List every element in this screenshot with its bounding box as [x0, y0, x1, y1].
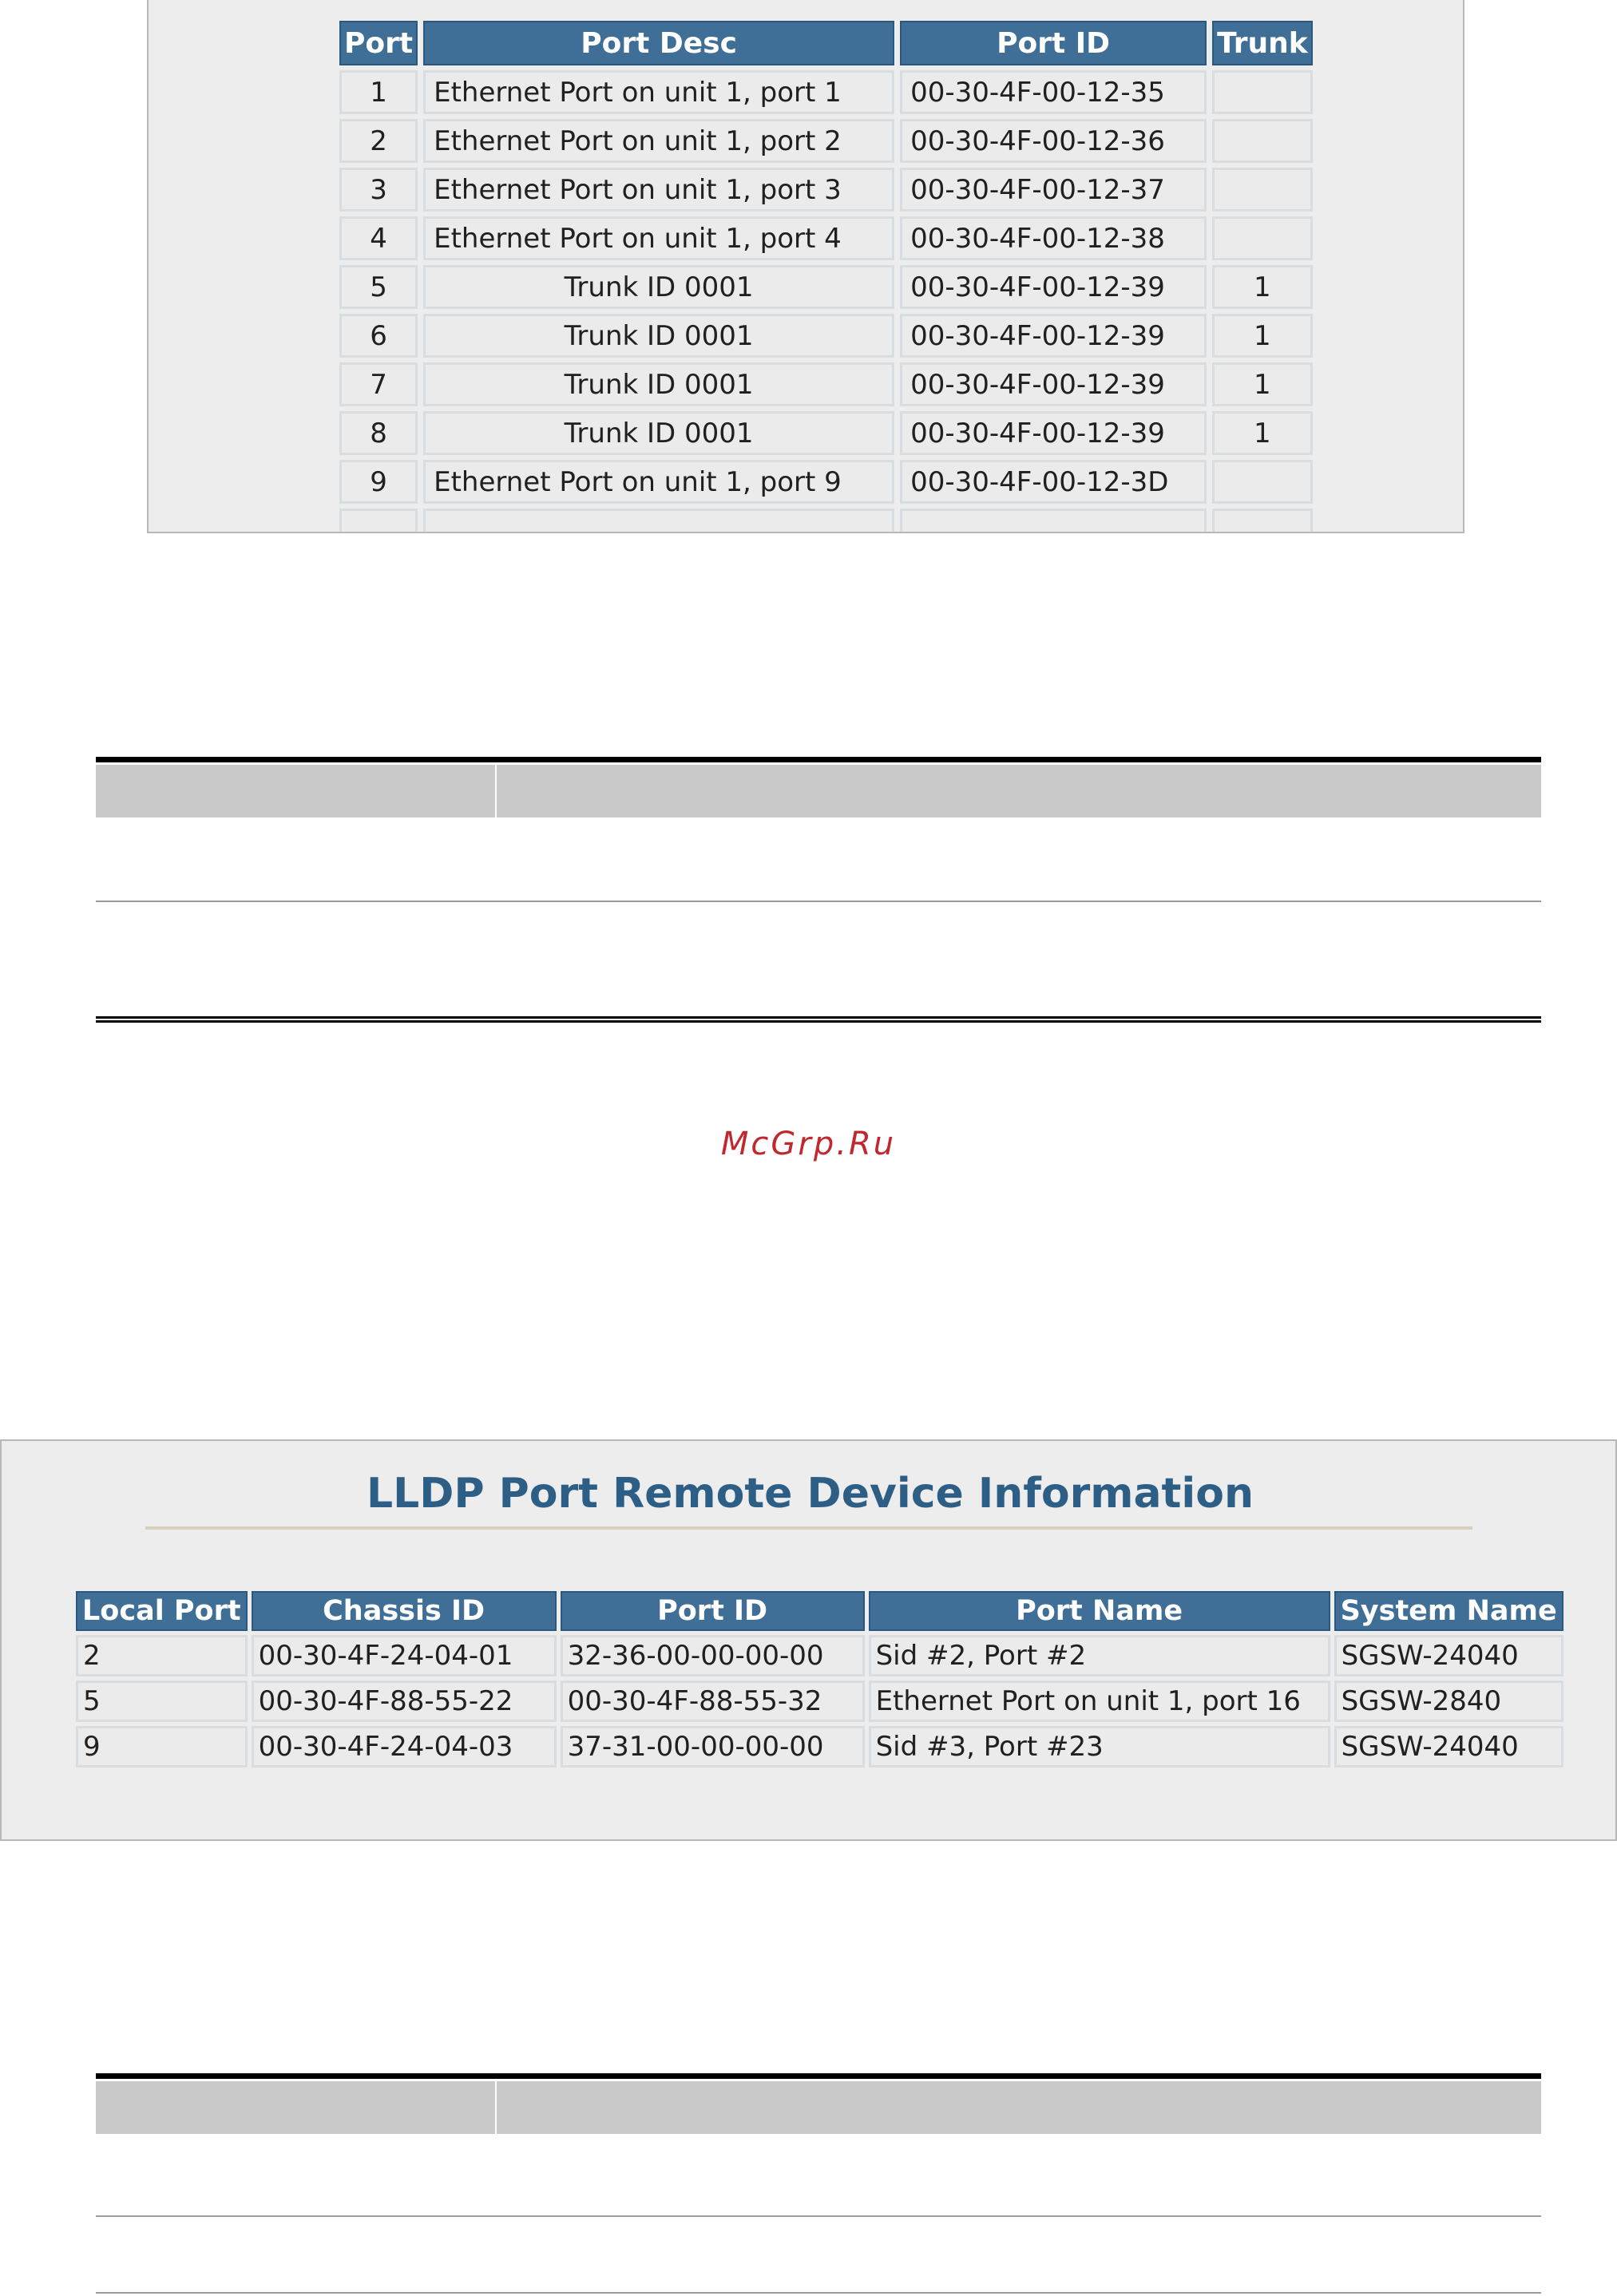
port-id-cell: 37-31-00-00-00-00 — [561, 1726, 865, 1768]
trunk-cell — [1212, 70, 1313, 114]
port-id-cell: 00-30-4F-00-12-37 — [900, 168, 1207, 212]
port-cell — [339, 509, 418, 533]
port-desc-cell — [423, 509, 894, 533]
port-name-cell: Ethernet Port on unit 1, port 16 — [869, 1680, 1330, 1722]
lldp-remote-table — [72, 1587, 1567, 1771]
table-row — [96, 2217, 1541, 2294]
port-cell: 9 — [339, 460, 418, 504]
local-port-cell: 5 — [76, 1680, 248, 1722]
table-header-row — [96, 2081, 1541, 2134]
system-name-cell: SGSW-24040 — [1334, 1635, 1563, 1676]
system-name-cell: SGSW-2840 — [1334, 1680, 1563, 1722]
port-desc-cell: Trunk ID 0001 — [423, 265, 894, 309]
header-port-id: Port ID — [900, 21, 1207, 65]
port-table — [334, 16, 1318, 533]
port-cell: 6 — [339, 314, 418, 358]
table-row-cut-off — [339, 509, 1313, 533]
trunk-cell — [1212, 509, 1313, 533]
port-id-cell: 00-30-4F-00-12-39 — [900, 314, 1207, 358]
port-desc-cell: Trunk ID 0001 — [423, 314, 894, 358]
port-cell: 3 — [339, 168, 418, 212]
page-title: LLDP Port Remote Device Information — [367, 1470, 1254, 1518]
port-id-cell: 00-30-4F-00-12-39 — [900, 411, 1207, 455]
port-cell: 1 — [339, 70, 418, 114]
header-port-desc: Port Desc — [423, 21, 894, 65]
header-trunk: Trunk — [1212, 21, 1313, 65]
trunk-cell: 1 — [1212, 265, 1313, 309]
port-id-cell: 00-30-4F-00-12-36 — [900, 119, 1207, 163]
trunk-cell — [1212, 460, 1313, 504]
table-row — [339, 216, 1313, 260]
table-row — [339, 460, 1313, 504]
table-row — [339, 314, 1313, 358]
port-id-cell: 00-30-4F-00-12-35 — [900, 70, 1207, 114]
table-row — [76, 1680, 1563, 1722]
chassis-id-cell: 00-30-4F-24-04-03 — [252, 1726, 557, 1768]
table-top-rule — [96, 2073, 1541, 2079]
local-port-cell: 9 — [76, 1726, 248, 1768]
port-cell: 4 — [339, 216, 418, 260]
table-row — [339, 168, 1313, 212]
port-desc-cell: Ethernet Port on unit 1, port 1 — [423, 70, 894, 114]
header-port-name: Port Name — [869, 1591, 1330, 1631]
port-id-cell: 00-30-4F-00-12-39 — [900, 265, 1207, 309]
reference-table-2 — [96, 2073, 1541, 2294]
table-row — [76, 1726, 1563, 1768]
reference-table-1 — [96, 757, 1541, 1023]
table-row — [96, 817, 1541, 902]
port-id-cell: 32-36-00-00-00-00 — [561, 1635, 865, 1676]
trunk-cell: 1 — [1212, 314, 1313, 358]
table-row — [339, 411, 1313, 455]
header-cell — [96, 765, 497, 817]
title-divider — [145, 1526, 1472, 1530]
header-local-port: Local Port — [76, 1591, 248, 1631]
port-desc-cell: Trunk ID 0001 — [423, 362, 894, 406]
port-id-cell: 00-30-4F-00-12-39 — [900, 362, 1207, 406]
trunk-cell — [1212, 168, 1313, 212]
table-row — [339, 70, 1313, 114]
header-cell — [497, 2081, 1541, 2134]
table-row — [339, 362, 1313, 406]
header-system-name: System Name — [1334, 1591, 1563, 1631]
port-desc-cell: Ethernet Port on unit 1, port 3 — [423, 168, 894, 212]
header-cell — [96, 2081, 497, 2134]
port-name-cell: Sid #2, Port #2 — [869, 1635, 1330, 1676]
port-id-cell: 00-30-4F-00-12-38 — [900, 216, 1207, 260]
trunk-cell — [1212, 119, 1313, 163]
port-info-screenshot — [147, 0, 1464, 533]
port-desc-cell: Ethernet Port on unit 1, port 9 — [423, 460, 894, 504]
port-id-cell: 00-30-4F-00-12-3D — [900, 460, 1207, 504]
header-port-id: Port ID — [561, 1591, 865, 1631]
trunk-cell — [1212, 216, 1313, 260]
port-cell: 7 — [339, 362, 418, 406]
port-table-header-row — [339, 21, 1313, 65]
port-desc-cell: Trunk ID 0001 — [423, 411, 894, 455]
chassis-id-cell: 00-30-4F-24-04-01 — [252, 1635, 557, 1676]
table-row — [96, 902, 1541, 1016]
trunk-cell: 1 — [1212, 362, 1313, 406]
port-id-cell: 00-30-4F-88-55-32 — [561, 1680, 865, 1722]
port-id-cell — [900, 509, 1207, 533]
system-name-cell: SGSW-24040 — [1334, 1726, 1563, 1768]
table-row — [339, 119, 1313, 163]
table-header-row — [96, 765, 1541, 817]
table-bottom-rule — [96, 1020, 1541, 1023]
header-cell — [497, 765, 1541, 817]
table-row — [96, 2134, 1541, 2217]
header-chassis-id: Chassis ID — [252, 1591, 557, 1631]
port-desc-cell: Ethernet Port on unit 1, port 4 — [423, 216, 894, 260]
table-row — [339, 265, 1313, 309]
port-cell: 5 — [339, 265, 418, 309]
watermark: McGrp.Ru — [720, 1126, 897, 1162]
port-cell: 2 — [339, 119, 418, 163]
port-cell: 8 — [339, 411, 418, 455]
chassis-id-cell: 00-30-4F-88-55-22 — [252, 1680, 557, 1722]
port-name-cell: Sid #3, Port #23 — [869, 1726, 1330, 1768]
table-row — [76, 1635, 1563, 1676]
trunk-cell: 1 — [1212, 411, 1313, 455]
table-top-rule — [96, 757, 1541, 762]
header-port: Port — [339, 21, 418, 65]
lldp-table-header-row — [76, 1591, 1563, 1631]
local-port-cell: 2 — [76, 1635, 248, 1676]
lldp-remote-screenshot — [0, 1439, 1617, 1841]
port-desc-cell: Ethernet Port on unit 1, port 2 — [423, 119, 894, 163]
